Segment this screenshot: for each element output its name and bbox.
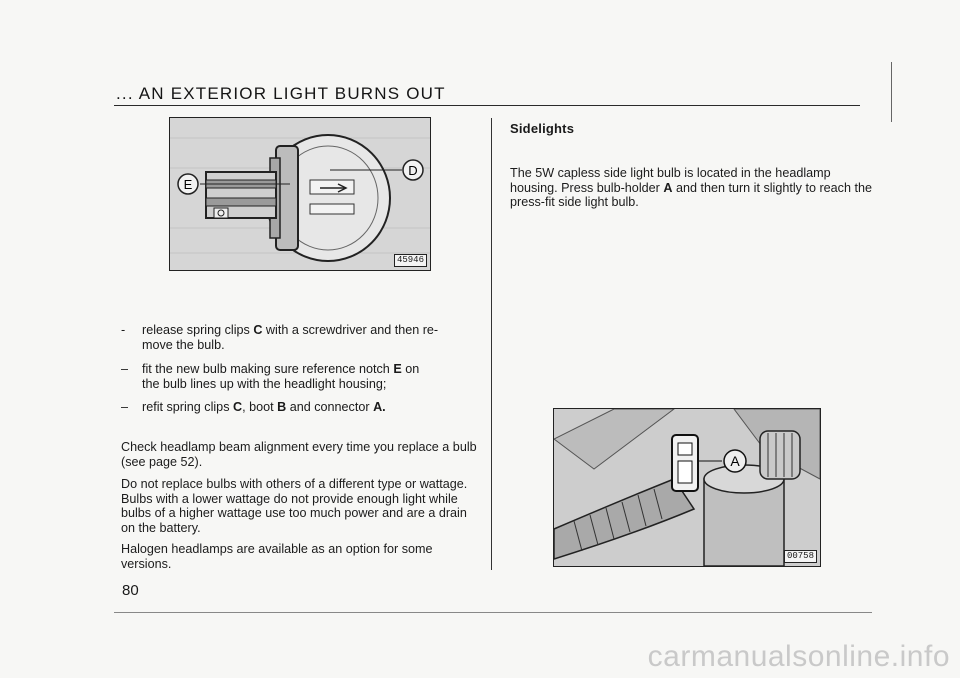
header-rule	[114, 105, 860, 106]
step-dash: –	[121, 362, 129, 376]
paragraph-beam-alignment: Check headlamp beam alignment every time you replace a bulb (see page 52).	[121, 440, 477, 469]
engine-illustration	[554, 409, 820, 566]
paragraph-wattage-warning: Do not replace bulbs with others of a different type or wattage. Bulbs with a lower wattage do not provide enough light while bulbs of a higher wattage use too much power and are a drain on the battery.	[121, 477, 468, 535]
paragraph-halogen: Halogen headlamps are available as an option for some versions.	[121, 542, 433, 571]
page-title: ... AN EXTERIOR LIGHT BURNS OUT	[116, 84, 446, 103]
step-text: fit the new bulb making sure reference notch	[142, 362, 390, 376]
footer-rule	[114, 612, 872, 613]
step-refit-clips	[121, 400, 481, 415]
step-key: A.	[373, 400, 386, 414]
step-text: , boot	[242, 400, 274, 414]
sidelights-text-part: and then turn it slightly to reach the press-fit side light bulb.	[510, 180, 872, 209]
label-a: A	[730, 453, 740, 469]
bulb-figure	[169, 117, 431, 271]
watermark: carmanualsonline.info	[647, 640, 950, 673]
step-fit-bulb	[121, 362, 481, 391]
step-dash: -	[121, 323, 126, 337]
step-key: B	[277, 400, 287, 414]
step-text: the bulb lines up with the headlight housing;	[142, 376, 387, 391]
step-text: with a screwdriver and then re-	[265, 323, 439, 337]
step-text: on	[405, 362, 420, 376]
step-text: and connector	[289, 400, 370, 414]
step-key: C	[253, 323, 263, 337]
label-e: E	[183, 177, 193, 192]
step-text: move the bulb.	[142, 337, 225, 352]
step-key: E	[393, 362, 402, 376]
bulb-figure-code: 45946	[394, 254, 427, 267]
sidelights-key: A	[663, 180, 673, 195]
bulb-illustration	[170, 118, 430, 270]
edge-mark	[891, 62, 892, 122]
page-number: 80	[122, 582, 139, 599]
column-divider	[491, 118, 492, 570]
section-heading-sidelights: Sidelights	[510, 121, 575, 136]
step-key: C	[233, 400, 243, 414]
engine-figure-code: 00758	[784, 550, 817, 563]
engine-figure	[553, 408, 821, 567]
label-d: D	[408, 163, 418, 178]
step-text: refit spring clips	[142, 400, 230, 414]
step-text: release spring clips	[142, 323, 250, 337]
sidelights-text	[510, 166, 878, 210]
step-dash: –	[121, 400, 129, 414]
step-release-clips	[121, 323, 481, 352]
sidelights-text-part: The 5W capless side light bulb is located in the headlamp housing. Press bulb-holder	[510, 166, 831, 195]
